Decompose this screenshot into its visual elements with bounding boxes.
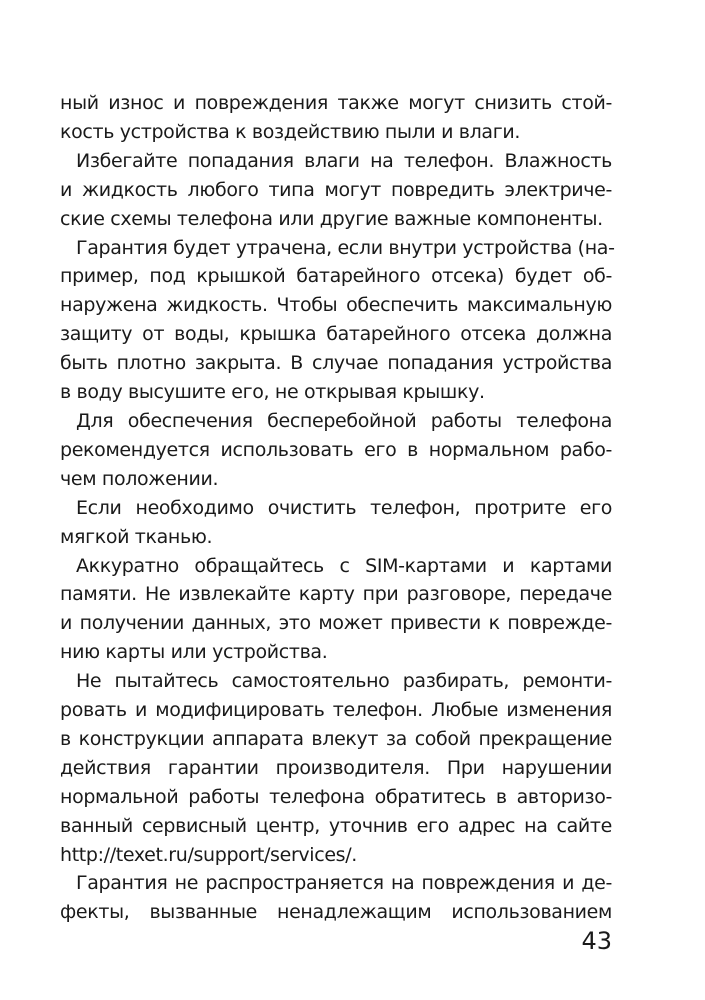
text-line: ские схемы телефона или другие важные компоненты. <box>60 207 603 230</box>
paragraph-6 <box>60 552 612 668</box>
text-line: и получении данных, это может привести к поврежде- <box>60 612 612 635</box>
text-line: памяти. Не извлекайте карту при разговоре, передаче <box>60 583 612 606</box>
paragraph-5 <box>60 494 612 552</box>
text-line: рекомендуется использовать его в нормальном рабо- <box>60 438 612 461</box>
text-line: Аккуратно обращайтесь с SIM-картами и картами <box>76 554 612 577</box>
support-url-line: http://texet.ru/support/services/. <box>60 843 357 866</box>
text-line: Если необходимо очистить телефон, протрите его <box>76 496 612 519</box>
text-line: ванный сервисный центр, уточнив его адрес на сайте <box>60 814 612 837</box>
document-page <box>60 89 615 927</box>
text-line: ровать и модифицировать телефон. Любые изменения <box>60 699 612 722</box>
text-line: ный износ и повреждения также могут снизить стой- <box>60 92 612 114</box>
text-line: нию карты или устройства. <box>60 641 328 664</box>
text-line: быть плотно закрыта. В случае попадания устройства <box>60 352 612 375</box>
text-line: Для обеспечения бесперебойной работы телефона <box>76 409 612 432</box>
paragraph-3 <box>60 234 615 407</box>
paragraph-2 <box>60 147 612 234</box>
text-line: фекты, вызванные ненадлежащим использованием <box>60 901 612 924</box>
text-line: Не пытайтесь самостоятельно разбирать, ремонти- <box>76 670 612 693</box>
text-line: нормальной работы телефона обратитесь в авторизо- <box>60 785 612 808</box>
paragraph-7 <box>60 667 612 869</box>
text-line: чем положении. <box>60 467 219 490</box>
paragraph-1 <box>60 89 612 147</box>
text-line: наружена жидкость. Чтобы обеспечить максимальную <box>60 294 612 317</box>
text-line: кость устройства к воздействию пыли и влаги. <box>60 120 521 143</box>
text-line: защиту от воды, крышка батарейного отсека должна <box>60 323 612 346</box>
text-line: Гарантия не распространяется на повреждения и де- <box>76 872 612 895</box>
text-line: мягкой тканью. <box>60 525 213 548</box>
text-line: действия гарантии производителя. При нарушении <box>60 756 612 779</box>
text-line: пример, под крышкой батарейного отсека) будет об- <box>60 265 612 288</box>
text-line: в воду высушите его, не открывая крышку. <box>60 381 485 404</box>
text-line: и жидкость любого типа могут повредить электриче- <box>60 178 612 201</box>
page-number: 43 <box>581 927 612 955</box>
text-line: в конструкции аппарата влекут за собой прекращение <box>60 727 612 750</box>
paragraph-4 <box>60 407 612 494</box>
text-line: Гарантия будет утрачена, если внутри устройства (на- <box>76 236 615 259</box>
text-line: Избегайте попадания влаги на телефон. Влажность <box>76 149 612 172</box>
paragraph-8 <box>60 869 612 927</box>
